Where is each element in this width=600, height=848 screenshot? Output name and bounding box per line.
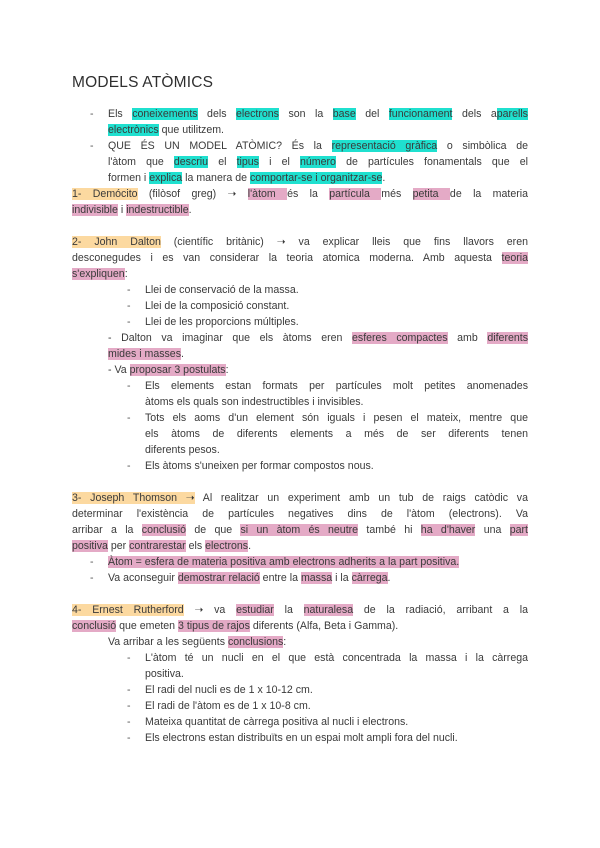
document-title: MODELS ATÒMICS	[72, 74, 214, 91]
highlighted-text: comportar-se i organitzar-se	[249, 172, 383, 184]
highlighted-text: 2- John Dalton	[72, 236, 161, 248]
text-run: :	[124, 268, 128, 280]
text-run: Els	[108, 108, 133, 120]
text-run: diferents (Alfa, Beta i Gamma).	[249, 620, 399, 632]
text-line	[72, 618, 398, 635]
bullet-dash: -	[127, 732, 131, 744]
text-run: dels a	[452, 108, 497, 120]
bullet-dash: -	[90, 572, 94, 584]
text-run: amb	[447, 332, 488, 344]
highlighted-text: base	[332, 108, 356, 120]
text-run: determinar l'existència de partícules negatives dins de l'àtom (electrons). Va	[72, 508, 528, 520]
highlighted-text: conclusions	[227, 636, 284, 648]
highlighted-text: demostrar relació	[177, 572, 260, 584]
text-line	[108, 154, 528, 171]
highlighted-text: Àtom = esfera de materia positiva amb electrons adherits a la part positiva.	[108, 556, 460, 568]
text-run: de la materia	[449, 188, 528, 200]
bullet-dash: -	[127, 716, 131, 728]
highlighted-text: electrons	[235, 108, 279, 120]
highlighted-text: positiva	[72, 540, 108, 552]
text-run: la	[273, 604, 304, 616]
highlighted-text: indivisible	[72, 204, 118, 216]
text-line	[108, 346, 184, 363]
text-line	[72, 506, 528, 523]
text-run: QUE ÉS UN MODEL ATÒMIC? És la	[108, 140, 332, 152]
bullet-dash: -	[127, 380, 131, 392]
text-run: per	[107, 540, 130, 552]
highlighted-text: electrons	[205, 540, 249, 552]
highlighted-text: electrònics	[108, 124, 159, 136]
text-run: Llei de la composició constant.	[145, 300, 290, 312]
text-run: els àtoms de diferents elements a més de ser diferents tenen	[145, 428, 528, 440]
text-run: la manera de	[182, 172, 250, 184]
highlighted-text: ha d'haver	[420, 524, 476, 536]
text-line	[108, 170, 385, 187]
text-run: Va arribar a les següents	[108, 636, 228, 648]
text-run: Va aconseguir	[108, 572, 178, 584]
text-line	[72, 234, 528, 251]
text-run: El radi de l'àtom es de 1 x 10-8 cm.	[145, 700, 311, 712]
highlighted-text: si un àtom és neutre	[240, 524, 359, 536]
text-run: que utilitzem.	[158, 124, 224, 136]
text-run: els	[185, 540, 206, 552]
text-run: formen i	[108, 172, 150, 184]
text-line	[145, 650, 528, 667]
bullet-dash: -	[127, 316, 131, 328]
text-run: Llei de conservació de la massa.	[145, 284, 299, 296]
text-run: son la	[278, 108, 333, 120]
text-run: Llei de les proporcions múltiples.	[145, 316, 299, 328]
bullet-dash: -	[127, 700, 131, 712]
highlighted-text: explica	[149, 172, 183, 184]
text-line	[72, 250, 528, 267]
text-run: L'àtom té un nucli en el que està concentrada la massa i la càrrega	[145, 652, 528, 664]
text-run: una	[475, 524, 510, 536]
text-line	[72, 602, 528, 619]
highlighted-text: petita	[412, 188, 450, 200]
highlighted-text: descriu	[173, 156, 209, 168]
text-line	[145, 378, 528, 395]
text-run: també hi	[358, 524, 421, 536]
text-line	[72, 186, 528, 203]
highlighted-text: 1- Demócito	[72, 188, 138, 200]
text-line	[145, 682, 313, 699]
text-run: El radi del nucli es de 1 x 10-12 cm.	[145, 684, 313, 696]
bullet-dash: -	[90, 140, 94, 152]
text-line	[145, 698, 311, 715]
highlighted-text: mides i masses	[108, 348, 181, 360]
highlighted-text: 3 tipus de rajos	[178, 620, 250, 632]
text-line	[72, 266, 128, 283]
highlighted-text: parells	[496, 108, 528, 120]
text-line	[108, 634, 286, 651]
text-run: de que	[185, 524, 241, 536]
text-run: Els àtoms s'uneixen per formar compostos nous.	[145, 460, 374, 472]
text-line	[108, 330, 528, 347]
bullet-dash: -	[127, 652, 131, 664]
text-run: més	[381, 188, 413, 200]
text-run: Tots els aoms d'un element són iguals i pesen el mateix, mentre que	[145, 412, 528, 424]
highlighted-text: 4- Ernest Rutherford	[72, 604, 184, 616]
text-line	[108, 570, 390, 587]
highlighted-text: indestructible	[126, 204, 189, 216]
highlighted-text: tipus	[236, 156, 259, 168]
text-line	[145, 394, 363, 411]
text-line	[72, 490, 528, 507]
highlighted-text: diferents	[487, 332, 528, 344]
text-line	[145, 442, 220, 459]
text-run: arribar a la	[72, 524, 142, 536]
bullet-dash: -	[127, 684, 131, 696]
bullet-dash: -	[90, 556, 94, 568]
text-run: el	[208, 156, 237, 168]
text-run: és la	[287, 188, 330, 200]
bullet-dash: -	[90, 108, 94, 120]
highlighted-text: part	[509, 524, 528, 536]
text-run: .	[181, 348, 184, 360]
text-run: Mateixa quantitat de càrrega positiva al nucli i electrons.	[145, 716, 409, 728]
text-run: .	[382, 172, 386, 184]
highlighted-text: representació gràfica	[331, 140, 438, 152]
text-line	[145, 282, 299, 299]
text-run: - Dalton va imaginar que els àtoms eren	[108, 332, 352, 344]
highlighted-text: conclusió	[72, 620, 117, 632]
text-line	[145, 730, 458, 747]
highlighted-text: conclusió	[141, 524, 186, 536]
text-line	[145, 298, 289, 315]
text-run: de partícules fonamentals que el	[335, 156, 528, 168]
text-run: que emeten	[116, 620, 179, 632]
text-run: (filòsof greg) ➝	[137, 188, 248, 200]
bullet-dash: -	[127, 412, 131, 424]
highlighted-text: càrrega	[351, 572, 388, 584]
text-run: i el	[258, 156, 300, 168]
highlighted-text: estudiar	[236, 604, 274, 616]
highlighted-text: massa	[300, 572, 333, 584]
highlighted-text: esferes compactes	[352, 332, 448, 344]
text-line	[145, 458, 374, 475]
highlighted-text: proposar 3 postulats	[129, 364, 226, 376]
bullet-dash: -	[127, 284, 131, 296]
text-run: ➝ va	[183, 604, 237, 616]
text-run: i la	[332, 572, 352, 584]
text-run: Els electrons estan distribuïts en un espai molt ampli fora del nucli.	[145, 732, 458, 744]
text-line	[108, 362, 229, 379]
text-run: Els elements estan formats per partícules molt petites anomenades	[145, 380, 528, 392]
highlighted-text: l'àtom	[247, 188, 288, 200]
text-run: positiva.	[145, 668, 184, 680]
text-run: o simbòlica de	[437, 140, 528, 152]
text-line	[72, 538, 251, 555]
text-run: .	[387, 572, 391, 584]
text-run: del	[355, 108, 389, 120]
bullet-dash: -	[127, 460, 131, 472]
highlighted-text: teoria	[501, 252, 528, 264]
text-run: - Va	[108, 364, 130, 376]
text-run: desconegudes i es van considerar la teoria atomica moderna. Amb aquesta	[72, 252, 502, 264]
text-line	[72, 202, 192, 219]
text-run: (científic britànic) ➝ va explicar lleis que fins llavors eren	[160, 236, 528, 248]
highlighted-text: naturalesa	[303, 604, 354, 616]
text-line	[145, 714, 408, 731]
text-line	[145, 426, 528, 443]
text-run: Al realitzar un experiment amb un tub de raigs catòdic va	[194, 492, 528, 504]
text-line	[108, 106, 528, 123]
highlighted-text: s'expliquen	[72, 268, 125, 280]
text-line	[145, 410, 528, 427]
text-line	[145, 666, 184, 683]
text-run: .	[248, 540, 252, 552]
text-run: àtoms els quals son indestructibles i invisibles.	[145, 396, 364, 408]
text-run: dels	[197, 108, 236, 120]
text-run: entre la	[259, 572, 301, 584]
text-line	[108, 138, 528, 155]
bullet-dash: -	[127, 300, 131, 312]
text-line	[72, 522, 528, 539]
text-run: :	[225, 364, 229, 376]
highlighted-text: número	[300, 156, 336, 168]
highlighted-text: 3- Joseph Thomson ➝	[72, 492, 195, 504]
highlighted-text: funcionament	[388, 108, 453, 120]
text-line	[108, 122, 224, 139]
text-run: de la radiació, arribant a la	[353, 604, 528, 616]
highlighted-text: contrarestar	[129, 540, 186, 552]
highlighted-text: partícula	[329, 188, 382, 200]
highlighted-text: coneixements	[132, 108, 198, 120]
text-line	[108, 554, 459, 571]
text-run: :	[283, 636, 287, 648]
text-run: l'àtom que	[108, 156, 174, 168]
text-run: i	[117, 204, 127, 216]
text-run: diferents pesos.	[145, 444, 220, 456]
text-line	[145, 314, 299, 331]
text-run: .	[188, 204, 192, 216]
